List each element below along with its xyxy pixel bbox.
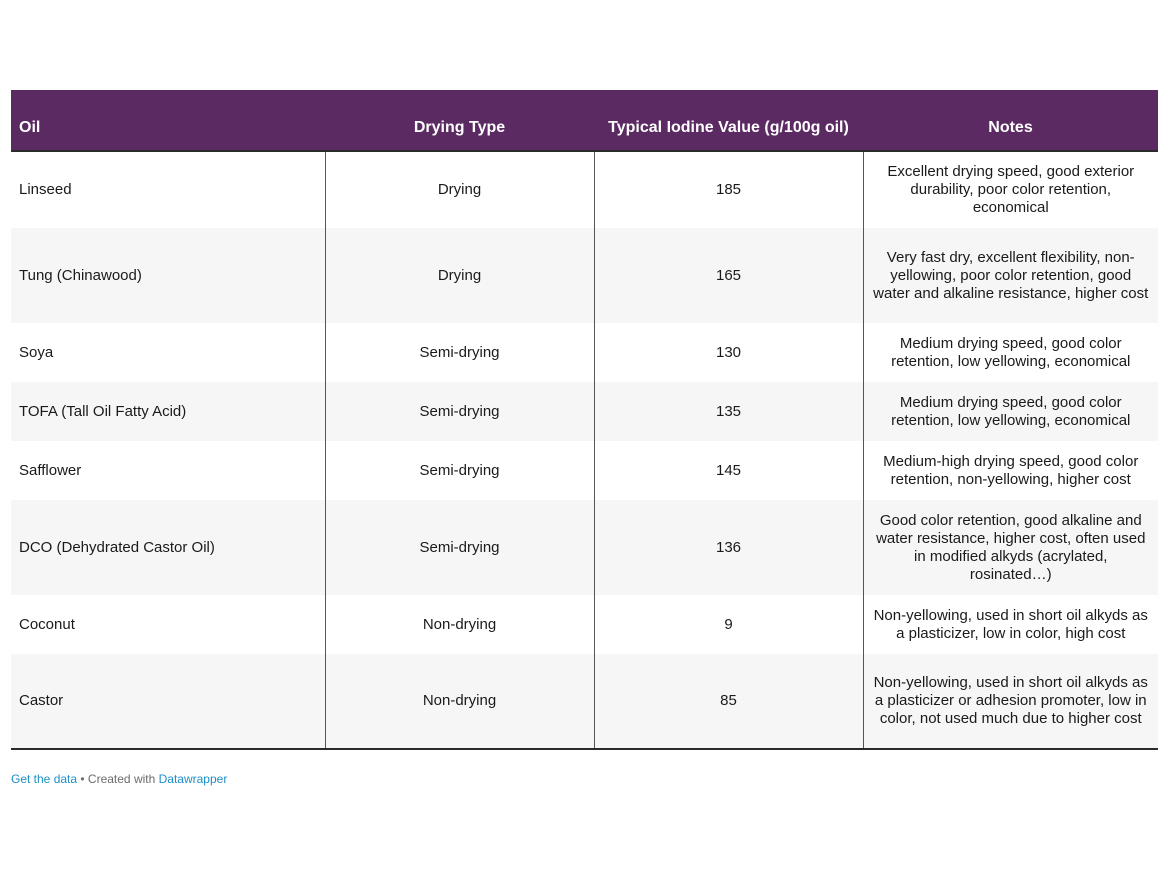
- cell-notes: Excellent drying speed, good exterior durability, poor color retention, economical: [863, 151, 1158, 228]
- cell-oil: DCO (Dehydrated Castor Oil): [19, 538, 215, 556]
- table-row: [11, 500, 1158, 595]
- cell-notes: Medium drying speed, good color retention, low yellowing, economical: [863, 382, 1158, 441]
- cell-oil: Coconut: [19, 615, 75, 633]
- chart-footer: [11, 772, 227, 786]
- cell-drying-type: Drying: [325, 151, 594, 228]
- oil-table: [11, 90, 1158, 750]
- table-row: [11, 441, 1158, 500]
- cell-notes: Non-yellowing, used in short oil alkyds as a plasticizer or adhesion promoter, low in color, not used much due to higher cost: [863, 654, 1158, 749]
- footer-separator-text: • Created with: [77, 772, 159, 786]
- datawrapper-link[interactable]: Datawrapper: [158, 772, 228, 786]
- table-row: [11, 654, 1158, 749]
- table-row: [11, 323, 1158, 382]
- cell-drying-type: Semi-drying: [325, 382, 594, 441]
- cell-iodine-value: 165: [594, 228, 863, 323]
- table-row: [11, 228, 1158, 323]
- column-header-oil[interactable]: Oil: [11, 90, 325, 151]
- cell-drying-type: Semi-drying: [325, 500, 594, 595]
- cell-notes: Very fast dry, excellent flexibility, non-yellowing, poor color retention, good water and alkaline resistance, higher cost: [863, 228, 1158, 323]
- get-the-data-link[interactable]: Get the data: [11, 772, 78, 786]
- cell-iodine-value: 136: [594, 500, 863, 595]
- cell-iodine-value: 130: [594, 323, 863, 382]
- table-row: [11, 151, 1158, 228]
- cell-notes: Good color retention, good alkaline and water resistance, higher cost, often used in modified alkyds (acrylated, rosinated…): [863, 500, 1158, 595]
- table-row: [11, 595, 1158, 654]
- column-header-notes[interactable]: Notes: [863, 90, 1158, 151]
- table-header-row: [11, 90, 1158, 151]
- cell-iodine-value: 145: [594, 441, 863, 500]
- table-row: [11, 382, 1158, 441]
- cell-iodine-value: 135: [594, 382, 863, 441]
- cell-notes: Non-yellowing, used in short oil alkyds as a plasticizer, low in color, high cost: [863, 595, 1158, 654]
- cell-iodine-value: 85: [594, 654, 863, 749]
- data-table-container: [11, 90, 1158, 750]
- cell-notes: Medium drying speed, good color retention, low yellowing, economical: [863, 323, 1158, 382]
- cell-oil: TOFA (Tall Oil Fatty Acid): [19, 402, 187, 420]
- cell-drying-type: Semi-drying: [325, 441, 594, 500]
- cell-oil: Tung (Chinawood): [19, 266, 142, 284]
- cell-drying-type: Semi-drying: [325, 323, 594, 382]
- cell-oil: Castor: [11, 654, 325, 749]
- cell-oil: Linseed: [19, 181, 72, 198]
- cell-drying-type: Drying: [325, 228, 594, 323]
- cell-oil: Safflower: [19, 461, 82, 479]
- cell-notes: Medium-high drying speed, good color retention, non-yellowing, higher cost: [863, 441, 1158, 500]
- cell-iodine-value: 9: [594, 595, 863, 654]
- cell-oil: Soya: [19, 343, 54, 361]
- cell-drying-type: Non-drying: [325, 595, 594, 654]
- column-header-iodine-value[interactable]: Typical Iodine Value (g/100g oil): [594, 90, 863, 151]
- cell-iodine-value: 185: [594, 151, 863, 228]
- column-header-drying-type[interactable]: Drying Type: [325, 90, 594, 151]
- cell-drying-type: Non-drying: [325, 654, 594, 749]
